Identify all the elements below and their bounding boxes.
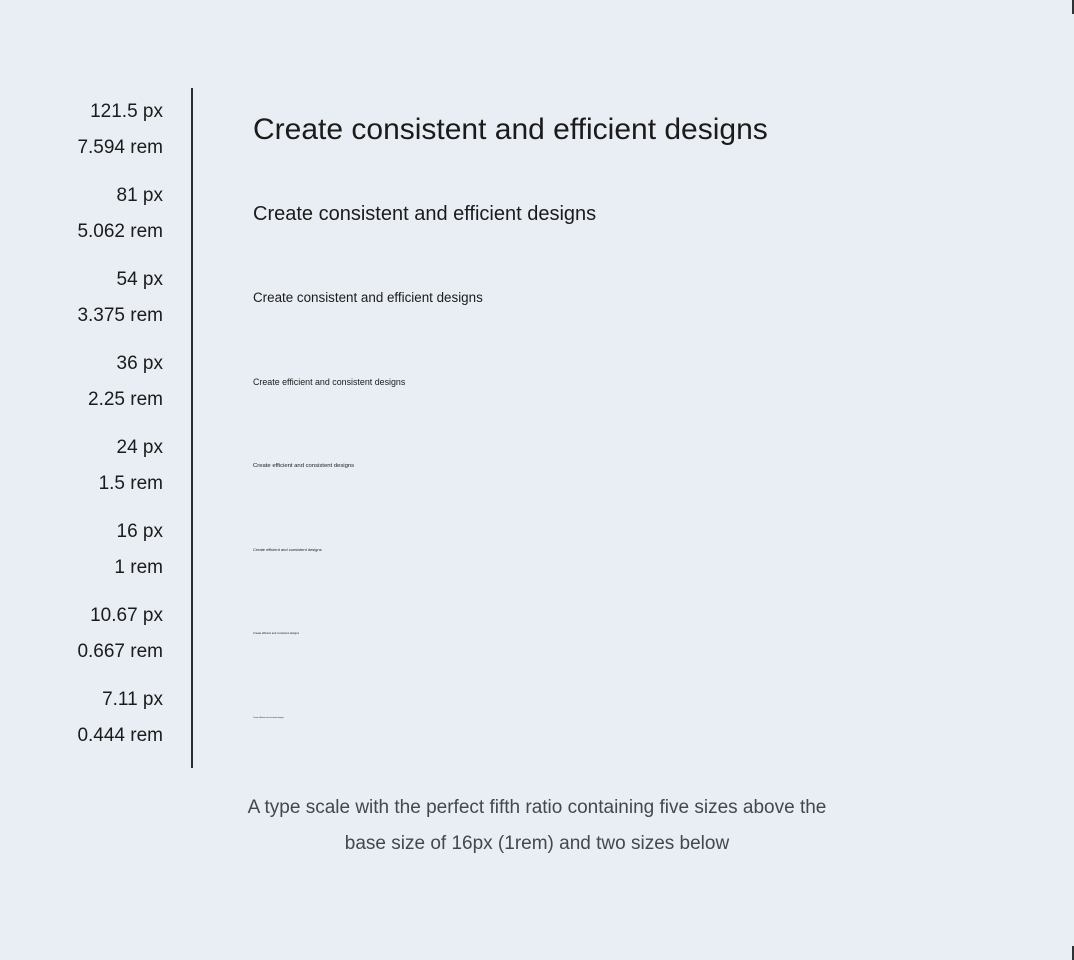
caption-line-2: base size of 16px (1rem) and two sizes below <box>344 833 730 854</box>
size-label-rem: 2.25 rem <box>88 389 163 410</box>
size-label-row <box>0 256 163 340</box>
size-label-row <box>0 88 163 172</box>
size-label-px: 81 px <box>116 185 163 206</box>
sample-text: Create efficient and consistent designs <box>253 632 300 636</box>
sample-row <box>253 88 1074 172</box>
size-label-row <box>0 172 163 256</box>
sample-row <box>253 508 1074 592</box>
sample-row <box>253 172 1074 256</box>
size-label-rem: 1.5 rem <box>98 473 163 494</box>
size-labels-column <box>0 88 191 768</box>
sample-text: Create consistent and efficient designs <box>253 290 483 306</box>
size-label-px: 36 px <box>116 353 163 374</box>
size-label-rem: 0.444 rem <box>77 725 163 746</box>
size-label-px: 121.5 px <box>90 101 163 122</box>
size-label-rem: 7.594 rem <box>77 137 163 158</box>
caption <box>0 790 1074 862</box>
sample-text: Create efficient and consistent designs <box>253 716 284 719</box>
caption-line-1: A type scale with the perfect fifth ratio containing five sizes above the <box>247 797 827 818</box>
size-label-px: 10.67 px <box>90 605 163 626</box>
sample-text: Create efficient and consistent designs <box>253 546 322 552</box>
size-label-rem: 3.375 rem <box>77 305 163 326</box>
size-label-row <box>0 676 163 760</box>
size-label-px: 24 px <box>116 437 163 458</box>
size-label-px: 7.11 px <box>102 689 163 710</box>
size-label-rem: 1 rem <box>114 557 163 578</box>
type-scale-chart <box>0 88 1074 768</box>
size-label-row <box>0 424 163 508</box>
sample-row <box>253 424 1074 508</box>
sample-text: Create efficient and consistent designs <box>253 462 355 469</box>
sample-row <box>253 676 1074 760</box>
sample-row <box>253 592 1074 676</box>
sample-text: Create efficient and consistent designs <box>253 376 406 387</box>
size-label-px: 54 px <box>116 269 163 290</box>
size-label-row <box>0 340 163 424</box>
size-label-rem: 0.667 rem <box>77 641 163 662</box>
size-label-px: 16 px <box>116 521 163 542</box>
size-label-row <box>0 508 163 592</box>
size-label-rem: 5.062 rem <box>77 221 163 242</box>
sample-text-column <box>193 88 1074 768</box>
size-label-row <box>0 592 163 676</box>
sample-text: Create consistent and efficient designs <box>253 112 768 146</box>
sample-row <box>253 340 1074 424</box>
sample-text: Create consistent and efficient designs <box>253 202 597 225</box>
sample-row <box>253 256 1074 340</box>
